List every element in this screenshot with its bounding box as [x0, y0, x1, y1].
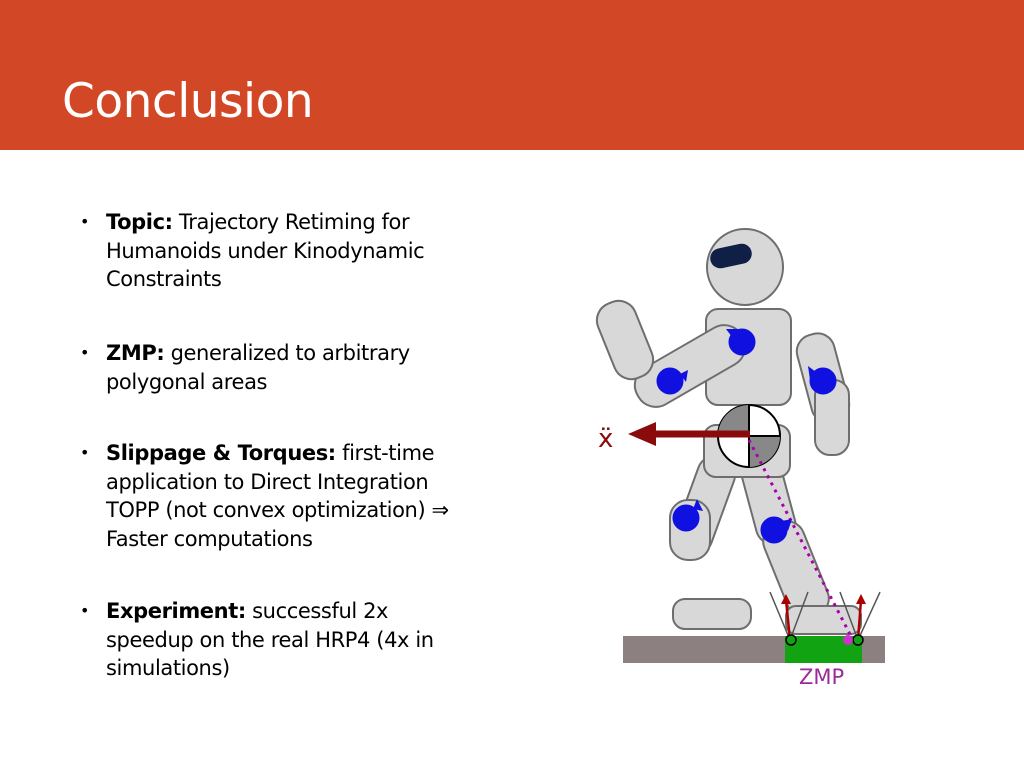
humanoid-figure — [580, 220, 900, 700]
bullet-zmp — [80, 339, 480, 396]
bullet-text: successful 2x speedup on the real HRP4 (4x in simulations) — [106, 599, 434, 680]
bullet-key: Experiment: — [106, 599, 246, 623]
zmp-point-icon — [843, 635, 853, 645]
bullet-glyph: • — [80, 212, 90, 231]
bullet-key: Topic: — [106, 210, 173, 234]
title-bar — [0, 0, 1024, 150]
bullet-text: first-time application to Direct Integration TOPP (not convex optimization) ⇒ Faster computations — [106, 441, 449, 551]
slide-title: Conclusion — [62, 74, 314, 129]
acceleration-label: ẍ — [598, 424, 614, 454]
bullet-key: ZMP: — [106, 341, 165, 365]
torque-right-elbow-icon — [808, 366, 833, 391]
contact-point-icon — [786, 635, 796, 645]
bullet-key: Slippage & Torques: — [106, 441, 336, 465]
bullet-experiment — [80, 597, 480, 683]
bullet-topic — [80, 208, 480, 294]
bullet-glyph: • — [80, 343, 90, 362]
bullet-slippage — [80, 439, 480, 553]
bullet-glyph: • — [80, 443, 90, 462]
contact-point-icon — [853, 635, 863, 645]
bullet-glyph: • — [80, 601, 90, 620]
rear-leg — [670, 452, 751, 629]
bullet-text: generalized to arbitrary polygonal areas — [106, 341, 410, 394]
zmp-label: ZMP — [799, 665, 845, 689]
bullet-text: Trajectory Retiming for Humanoids under Kinodynamic Constraints — [106, 210, 425, 291]
